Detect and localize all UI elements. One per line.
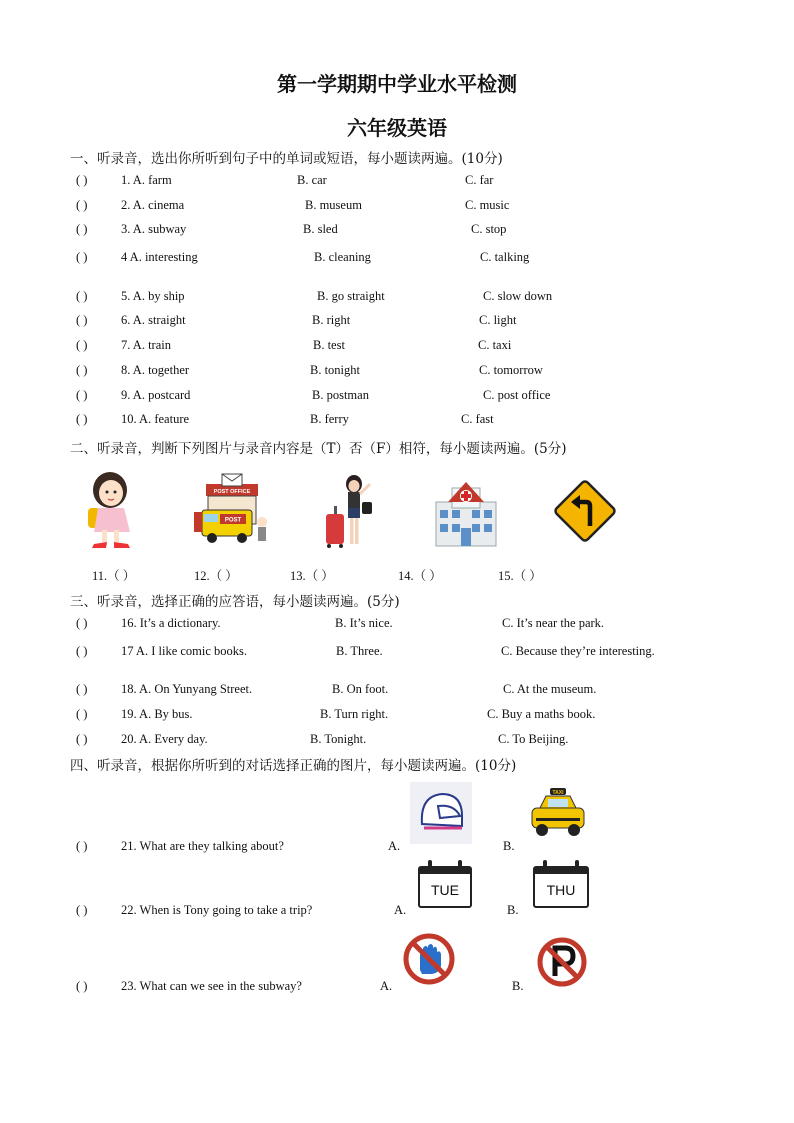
question-row (76, 313, 736, 333)
option-b: B. Tonight. (310, 732, 367, 746)
answer-blank[interactable]: ( ) (76, 388, 88, 402)
helmet-picture (408, 780, 474, 846)
option-b: B. tonight (310, 363, 361, 377)
option-b: B. museum (305, 198, 362, 212)
answer-blank[interactable]: ( ) (76, 732, 88, 746)
section1-heading: 一、听录音，选出你所听到句子中的单词或短语，每小题读两遍。(10分) (70, 151, 503, 167)
question-text: 22. When is Tony going to take a trip? (121, 903, 313, 917)
option-a: 5. A. by ship (121, 289, 185, 303)
question-row (76, 222, 736, 242)
option-a: 2. A. cinema (121, 198, 185, 212)
option-c: C. It’s near the park. (502, 616, 605, 630)
answer-blank[interactable]: ( ) (76, 644, 88, 658)
option-a: 19. A. By bus. (121, 707, 193, 721)
option-a: 18. A. On Yunyang Street. (121, 682, 253, 696)
answer-blank[interactable]: ( ) (76, 682, 88, 696)
page-title: 第一学期期中学业水平检测 (277, 72, 517, 96)
option-a: 17 A. I like comic books. (121, 644, 248, 658)
caption-14[interactable]: 14.（ ） (398, 569, 442, 583)
option-a: 20. A. Every day. (121, 732, 208, 746)
answer-blank[interactable]: ( ) (76, 222, 88, 236)
option-a: 7. A. train (121, 338, 171, 352)
option-c: C. stop (471, 222, 507, 236)
option-a: 1. A. farm (121, 173, 172, 187)
truck-label: POST (224, 517, 242, 524)
option-c: C. talking (480, 250, 530, 264)
option-c: C. To Beijing. (498, 732, 569, 746)
option-c: C. post office (483, 388, 551, 402)
answer-blank[interactable]: ( ) (76, 412, 88, 426)
answer-blank[interactable]: ( ) (76, 198, 88, 212)
question-row (76, 839, 736, 859)
taxi-picture (528, 786, 588, 842)
no-touching-sign-icon (402, 932, 456, 986)
girl-walking-picture (80, 470, 146, 550)
answer-blank[interactable]: ( ) (76, 250, 88, 264)
section3-heading: 三、听录音，选择正确的应答语，每小题读两遍。(5分) (70, 594, 400, 610)
question-row (76, 903, 736, 923)
answer-blank[interactable]: ( ) (76, 616, 88, 630)
option-a: A. (380, 979, 393, 993)
option-b: B. It’s nice. (335, 616, 393, 630)
question-row (76, 173, 736, 193)
option-b: B. ferry (310, 412, 349, 426)
option-b: B. (503, 839, 515, 853)
question-row (76, 289, 736, 309)
question-row (76, 198, 736, 218)
option-b: B. (507, 903, 519, 917)
calendar-thu-icon (533, 866, 589, 908)
answer-blank[interactable]: ( ) (76, 839, 88, 853)
option-a: 8. A. together (121, 363, 190, 377)
option-a: 6. A. straight (121, 313, 186, 327)
option-c: C. far (465, 173, 494, 187)
caption-12[interactable]: 12.（ ） (194, 569, 238, 583)
question-row (76, 412, 736, 432)
option-b: B. Three. (336, 644, 383, 658)
section4-heading: 四、听录音，根据你所听到的对话选择正确的图片，每小题读两遍。(10分) (70, 758, 517, 774)
answer-blank[interactable]: ( ) (76, 313, 88, 327)
traveller-picture (320, 470, 380, 550)
answer-blank[interactable]: ( ) (76, 173, 88, 187)
question-row (76, 388, 736, 408)
option-c: C. fast (461, 412, 494, 426)
question-row (76, 979, 736, 999)
option-a: 4 A. interesting (121, 250, 198, 264)
answer-blank[interactable]: ( ) (76, 903, 88, 917)
question-row (76, 682, 736, 702)
option-b: B. test (313, 338, 345, 352)
answer-blank[interactable]: ( ) (76, 338, 88, 352)
option-a: 16. It’s a dictionary. (121, 616, 221, 630)
option-a: A. (388, 839, 401, 853)
question-row (76, 250, 736, 270)
option-a: 10. A. feature (121, 412, 190, 426)
caption-11[interactable]: 11.（ ） (92, 569, 136, 583)
answer-blank[interactable]: ( ) (76, 707, 88, 721)
question-row (76, 644, 736, 664)
calendar-thu-label: THU (546, 882, 576, 898)
answer-blank[interactable]: ( ) (76, 363, 88, 377)
answer-blank[interactable]: ( ) (76, 289, 88, 303)
taxi-sign: TAXI (552, 790, 564, 796)
option-b: B. cleaning (314, 250, 371, 264)
option-a: 3. A. subway (121, 222, 187, 236)
option-c: C. Because they’re interesting. (501, 644, 655, 658)
caption-13[interactable]: 13.（ ） (290, 569, 334, 583)
caption-15[interactable]: 15.（ ） (498, 569, 542, 583)
option-b: B. right (312, 313, 351, 327)
option-c: C. tomorrow (479, 363, 543, 377)
post-office-picture (192, 470, 272, 550)
answer-blank[interactable]: ( ) (76, 979, 88, 993)
calendar-tue-icon (418, 866, 472, 908)
option-c: C. light (479, 313, 517, 327)
question-row (76, 338, 736, 358)
question-text: 21. What are they talking about? (121, 839, 284, 853)
option-c: C. At the museum. (503, 682, 597, 696)
option-b: B. On foot. (332, 682, 389, 696)
option-b: B. sled (303, 222, 338, 236)
option-b: B. go straight (317, 289, 385, 303)
section2-heading: 二、听录音，判断下列图片与录音内容是（T）否（F）相符，每小题读两遍。(5分) (70, 441, 567, 457)
option-b: B. Turn right. (320, 707, 389, 721)
calendar-tue-label: TUE (431, 882, 459, 898)
question-row (76, 616, 736, 636)
post-office-sign: POST OFFICE (213, 489, 251, 495)
question-row (76, 707, 736, 727)
option-b: B. car (297, 173, 327, 187)
option-c: C. slow down (483, 289, 553, 303)
option-b: B. postman (312, 388, 369, 402)
question-row (76, 732, 736, 752)
turn-left-sign-picture (552, 478, 618, 544)
option-c: C. music (465, 198, 510, 212)
question-text: 23. What can we see in the subway? (121, 979, 302, 993)
page-subtitle: 六年级英语 (347, 116, 447, 140)
question-row (76, 363, 736, 383)
option-c: C. taxi (478, 338, 512, 352)
option-b: B. (512, 979, 524, 993)
hospital-picture (432, 480, 500, 548)
option-a: 9. A. postcard (121, 388, 191, 402)
option-c: C. Buy a maths book. (487, 707, 596, 721)
option-a: A. (394, 903, 407, 917)
